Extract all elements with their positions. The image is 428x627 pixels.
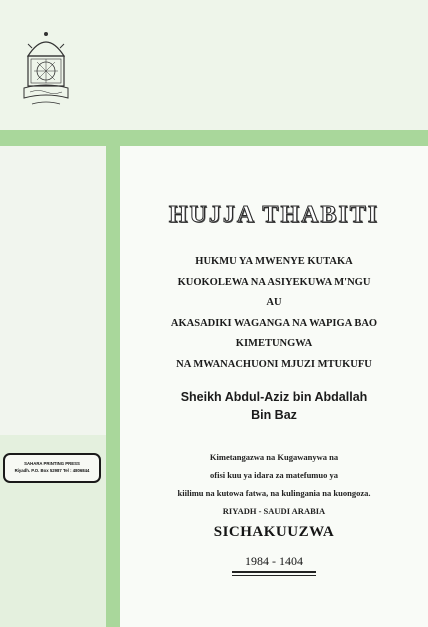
divider-line-thin — [232, 575, 316, 576]
author-block — [120, 388, 428, 424]
publisher-location: RIYADH - SAUDI ARABIA — [222, 506, 326, 516]
author-line: Bin Baz — [251, 408, 297, 422]
publisher-line: ofisi kuu ya idara za matefumuo ya — [210, 470, 338, 480]
publisher-block — [120, 448, 428, 520]
subtitle-line: NA MWANACHUONI MJUZI MTUKUFU — [176, 358, 372, 370]
subtitle-block — [120, 252, 428, 375]
printer-address: Riyadh. P.O. Box 52987 Tel : 4806844 — [14, 468, 90, 473]
printer-name: SAHARA PRINTING PRESS — [24, 461, 80, 466]
subtitle-line: HUKMU YA MWENYE KUTAKA — [195, 256, 353, 267]
publisher-line: Kimetangazwa na Kugawanywa na — [209, 452, 339, 462]
not-for-sale-label: SICHAKUUZWA — [213, 524, 335, 540]
book-title: HUJJA THABITI — [168, 202, 380, 228]
divider-line — [232, 571, 316, 573]
institution-seal-logo — [22, 26, 70, 108]
subtitle-line: KUOKOLEWA NA ASIYEKUWA M'NGU — [177, 276, 371, 288]
header-band — [0, 0, 428, 130]
printer-label — [3, 453, 101, 483]
horizontal-green-stripe — [0, 130, 428, 146]
publication-year: 1984 - 1404 — [245, 554, 303, 568]
subtitle-line: AU — [266, 297, 282, 308]
subtitle-line: AKASADIKI WAGANGA NA WAPIGA BAO — [170, 317, 378, 329]
cover-main-panel — [120, 146, 428, 627]
subtitle-line: KIMETUNGWA — [235, 338, 313, 349]
vertical-green-stripe — [106, 130, 120, 627]
author-line: Sheikh Abdul-Aziz bin Abdallah — [180, 390, 368, 404]
publisher-line: kiilimu na kutowa fatwa, na kulingania na kuongoza. — [177, 488, 371, 498]
